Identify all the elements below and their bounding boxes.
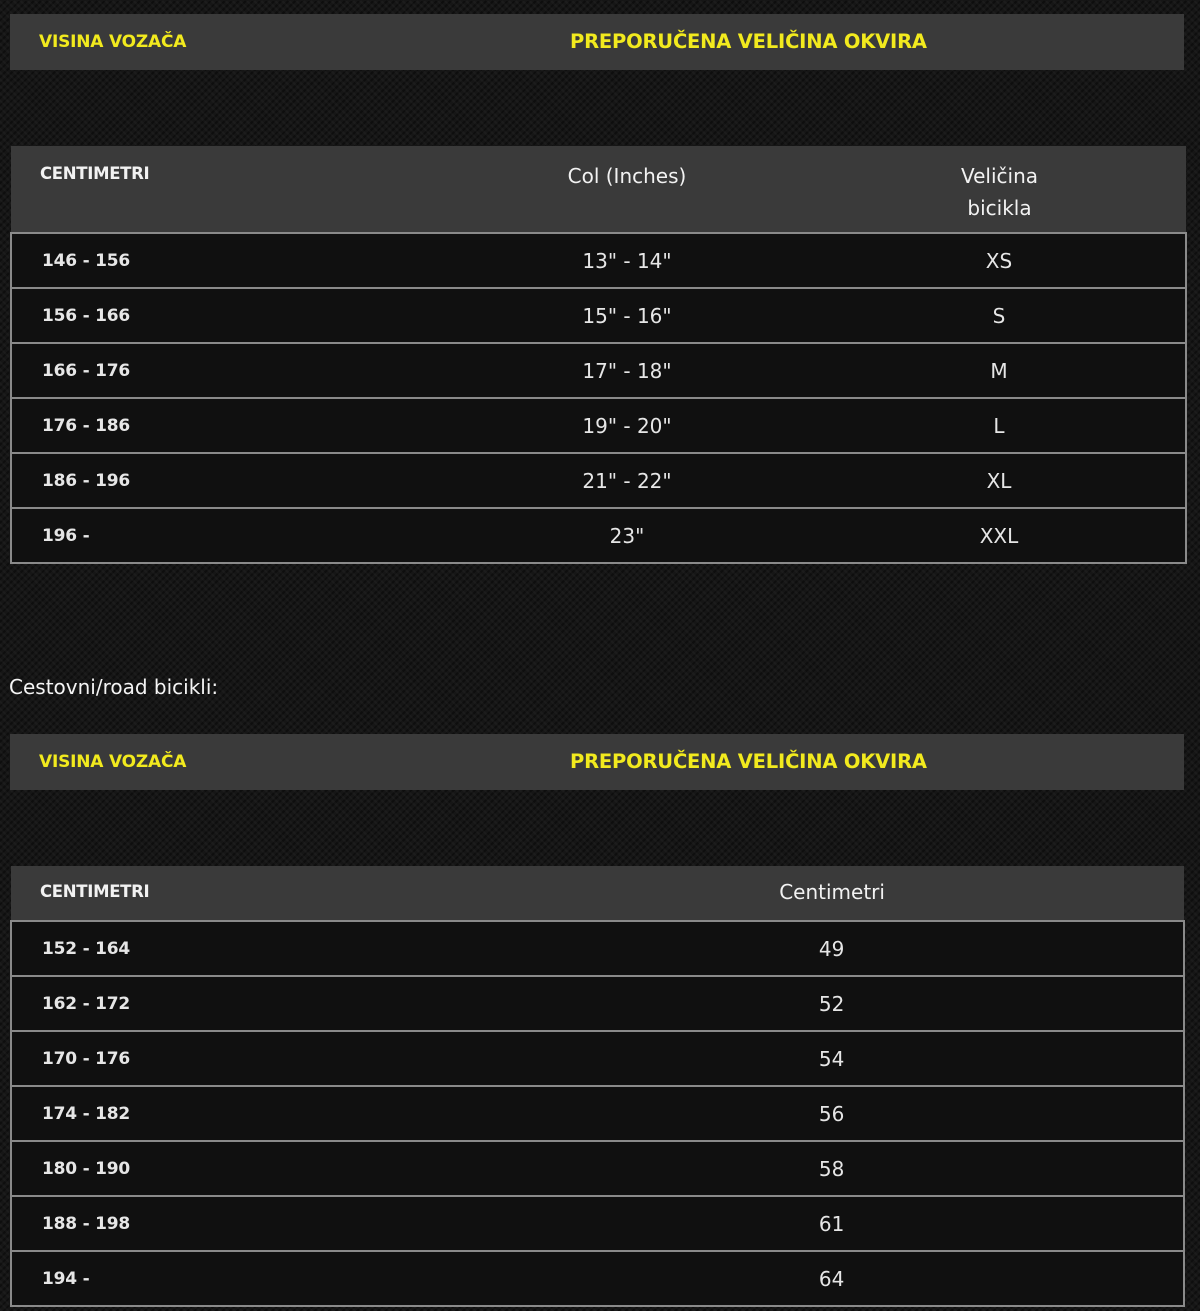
road-table-body	[11, 921, 1184, 1306]
bike-size-cell: XS	[813, 233, 1186, 288]
mtb-header-strip	[10, 14, 1184, 70]
table-row	[11, 1031, 1184, 1086]
mtb-col-bike-size: Veličina bicikla	[813, 146, 1186, 233]
rider-height-cell: 152 - 164	[11, 921, 480, 976]
bike-size-cell: XXL	[813, 508, 1186, 563]
rider-height-cell: 170 - 176	[11, 1031, 480, 1086]
table-row	[11, 1251, 1184, 1306]
road-section-label: Cestovni/road bicikli:	[9, 675, 219, 699]
frame-inches-cell: 23"	[441, 508, 813, 563]
table-row	[11, 921, 1184, 976]
mtb-table-header	[11, 146, 1186, 233]
bike-size-cell: L	[813, 398, 1186, 453]
frame-inches-cell: 19" - 20"	[441, 398, 813, 453]
table-row	[11, 1196, 1184, 1251]
table-row	[11, 508, 1186, 563]
road-col-centimetri: CENTIMETRI	[11, 866, 480, 921]
rider-height-cell: 156 - 166	[11, 288, 441, 343]
table-row	[11, 1141, 1184, 1196]
frame-cm-cell: 49	[480, 921, 1184, 976]
mtb-header-recommended-frame: PREPORUČENA VELIČINA OKVIRA	[570, 30, 927, 53]
rider-height-cell: 162 - 172	[11, 976, 480, 1031]
rider-height-cell: 196 -	[11, 508, 441, 563]
table-row	[11, 1086, 1184, 1141]
rider-height-cell: 166 - 176	[11, 343, 441, 398]
frame-cm-cell: 54	[480, 1031, 1184, 1086]
frame-cm-cell: 52	[480, 976, 1184, 1031]
table-row	[11, 453, 1186, 508]
mtb-header-rider-height: VISINA VOZAČA	[39, 32, 187, 52]
mtb-col-inches: Col (Inches)	[441, 146, 813, 233]
frame-inches-cell: 17" - 18"	[441, 343, 813, 398]
mtb-table-body	[11, 233, 1186, 563]
frame-inches-cell: 15" - 16"	[441, 288, 813, 343]
rider-height-cell: 146 - 156	[11, 233, 441, 288]
frame-inches-cell: 21" - 22"	[441, 453, 813, 508]
mtb-size-table	[10, 146, 1187, 564]
road-table-header	[11, 866, 1184, 921]
frame-cm-cell: 58	[480, 1141, 1184, 1196]
table-row	[11, 343, 1186, 398]
bike-size-cell: XL	[813, 453, 1186, 508]
rider-height-cell: 176 - 186	[11, 398, 441, 453]
road-header-recommended-frame: PREPORUČENA VELIČINA OKVIRA	[570, 750, 927, 773]
table-row	[11, 976, 1184, 1031]
table-row	[11, 288, 1186, 343]
rider-height-cell: 180 - 190	[11, 1141, 480, 1196]
rider-height-cell: 174 - 182	[11, 1086, 480, 1141]
rider-height-cell: 186 - 196	[11, 453, 441, 508]
bike-size-cell: M	[813, 343, 1186, 398]
table-row	[11, 398, 1186, 453]
bike-size-cell: S	[813, 288, 1186, 343]
road-header-strip	[10, 734, 1184, 790]
road-header-rider-height: VISINA VOZAČA	[39, 752, 187, 772]
mtb-col-centimetri: CENTIMETRI	[11, 146, 441, 233]
rider-height-cell: 194 -	[11, 1251, 480, 1306]
road-size-table	[10, 866, 1185, 1307]
road-col-frame-cm: Centimetri	[480, 866, 1184, 921]
frame-inches-cell: 13" - 14"	[441, 233, 813, 288]
frame-cm-cell: 56	[480, 1086, 1184, 1141]
table-row	[11, 233, 1186, 288]
frame-cm-cell: 61	[480, 1196, 1184, 1251]
frame-cm-cell: 64	[480, 1251, 1184, 1306]
rider-height-cell: 188 - 198	[11, 1196, 480, 1251]
